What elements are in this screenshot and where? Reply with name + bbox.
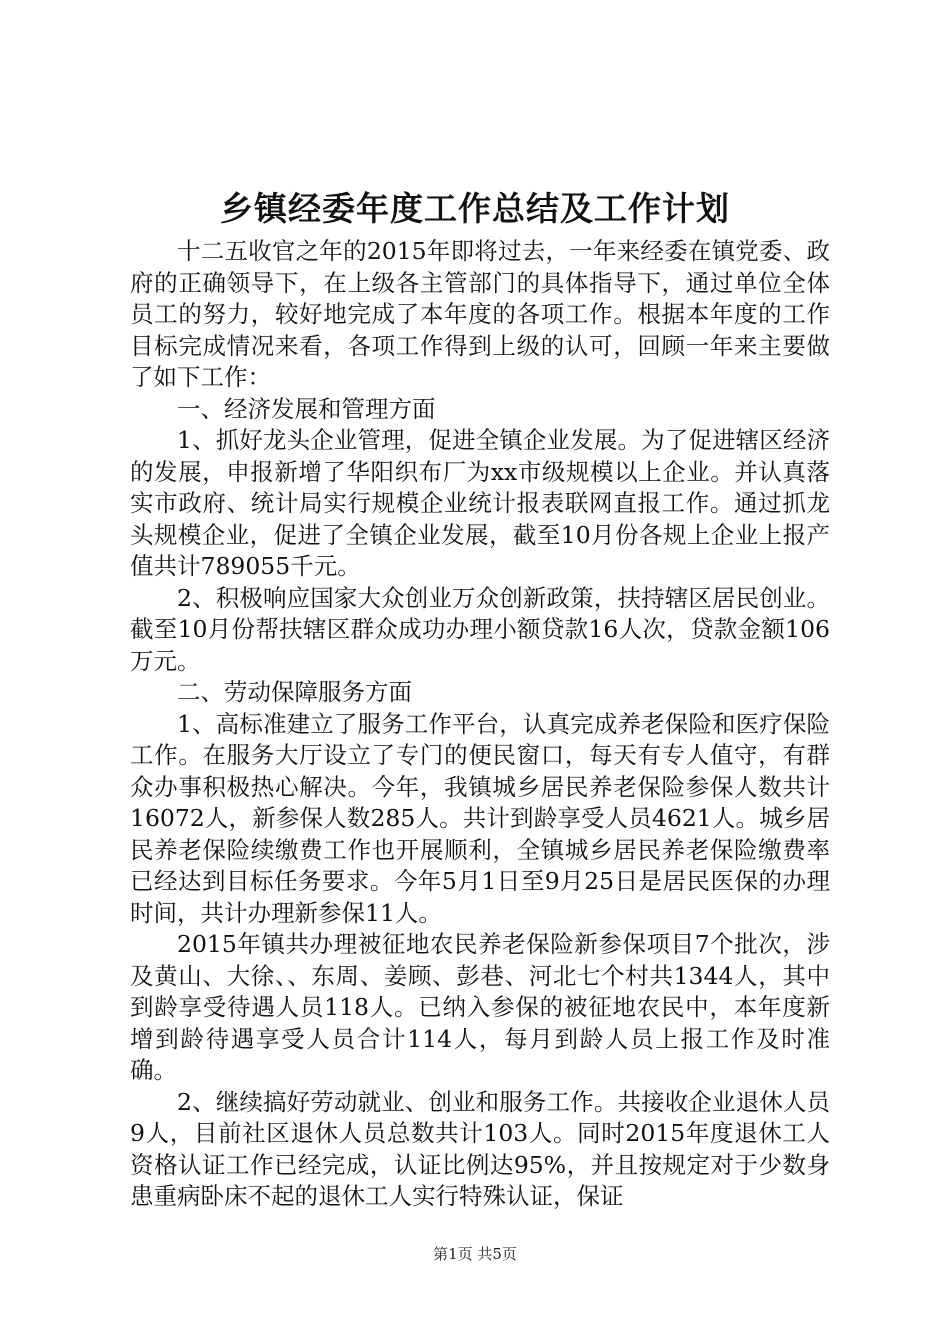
paragraph-employment-service: 2、继续搞好劳动就业、创业和服务工作。共接收企业退休人员9人，目前社区退休人员总数共计103人。同时2015年度退休工人资格认证工作已经完成，认证比例达95%，并且按规定对于少数身患重病卧床不起的退休工人实行特殊认证，保证 [130, 1087, 830, 1210]
paragraph-service-platform: 1、高标准建立了服务工作平台，认真完成养老保险和医疗保险工作。在服务大厅设立了专门的便民窗口，每天有专人值守，有群众办事积极热心解决。今年，我镇城乡居民养老保险参保人数共计16072人，新参保人数285人。共计到龄享受人员4621人。城乡居民养老保险续缴费工作也开展顺利，全镇城乡居民养老保险缴费率已经达到目标任务要求。今年5月1日至9月25日是居民医保的办理时间，共计办理新参保11人。 [130, 709, 830, 927]
paragraph-entrepreneurship: 2、积极响应国家大众创业万众创新政策，扶持辖区居民创业。截至10月份帮扶辖区群众成功办理小额贷款16人次，贷款金额106万元。 [130, 583, 830, 675]
page-number-footer: 第1页 共5页 [433, 1245, 517, 1263]
section-heading-economy: 一、经济发展和管理方面 [177, 394, 436, 423]
document-title: 乡镇经委年度工作总结及工作计划 [220, 189, 730, 228]
paragraph-enterprise-management: 1、抓好龙头企业管理，促进全镇企业发展。为了促进辖区经济的发展，申报新增了华阳织布厂为xx市级规模以上企业。并认真落实市政府、统计局实行规模企业统计报表联网直报工作。通过抓龙头规模企业，促进了全镇企业发展，截至10月份各规上企业上报产值共计789055千元。 [130, 426, 830, 580]
intro-paragraph: 十二五收官之年的2015年即将过去，一年来经委在镇党委、政府的正确领导下，在上级各主管部门的具体指导下，通过单位全体员工的努力，较好地完成了本年度的各项工作。根据本年度的工作目标完成情况来看，各项工作得到上级的认可，回顾一年来主要做了如下工作： [130, 237, 830, 391]
document-body [130, 236, 830, 1213]
paragraph-land-expropriated-farmers: 2015年镇共办理被征地农民养老保险新参保项目7个批次，涉及黄山、大徐、、东周、姜顾、彭巷、河北七个村共1344人，其中到龄享受待遇人员118人。已纳入参保的被征地农民中，本年度新增到龄待遇享受人员合计114人，每月到龄人员上报工作及时准确。 [130, 930, 830, 1084]
section-heading-labor-security: 二、劳动保障服务方面 [177, 678, 412, 706]
